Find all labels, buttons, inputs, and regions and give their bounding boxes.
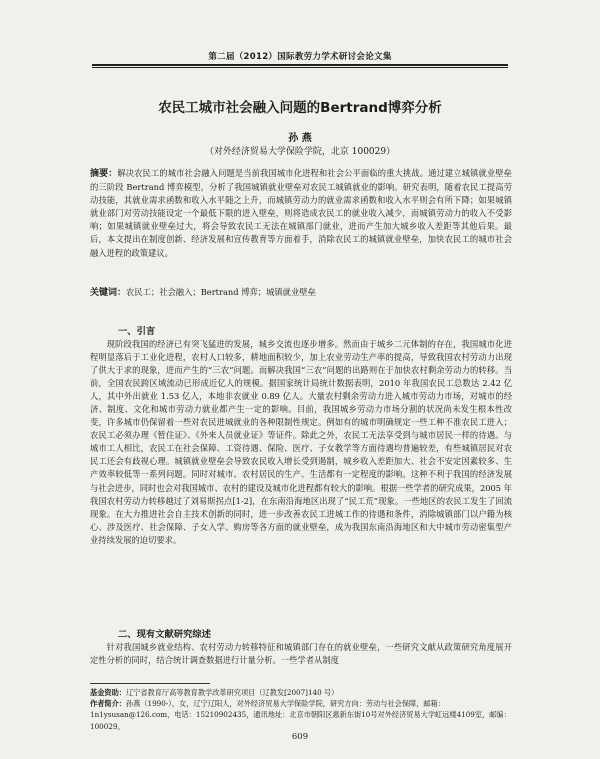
- footnote-text: 辽宁省教育厅高等教育教学改革研究项目（辽教发[2007]140 号）: [125, 688, 339, 697]
- header-rule-thin: [92, 67, 508, 68]
- section-heading-intro: 一、引言: [118, 326, 156, 337]
- abstract-text: 解决农民工的城市社会融入问题是当前我国城市化进程和社会公平面临的重大挑战。通过建立城镇就业壁垒的三阶段 Bertrand 博弈模型，分析了我国城镇就业壁垒对农民工城镇就业的影响。研究表明，随着农民工提高劳动技能，其就业需求函数和收入水平随之上升，而城镇劳动力的就业需求函数和收入水平则会有所下降；如果城镇就业部门对劳动技能设定一个最低下限的进入壁垒，则将造成农民工的就业收入减少，而城镇劳动力的收入不受影响；如果城镇就业壁垒过大，将会导致农民工无法在城镇部门就业，进而产生加大城乡收入差距等其他后果。最后，本文提出在制度创新、经济发展和宣传教育等方面着手，消除农民工的城镇就业壁垒，加快农民工的城市社会融入进程的政策建议。: [90, 168, 512, 258]
- running-header: 第二届（2012）国际教劳力学术研讨会论文集: [208, 52, 392, 62]
- footnote-funding: [90, 687, 512, 698]
- section-heading-review: 二、现有文献研究综述: [118, 629, 211, 640]
- abstract-label: 摘要：: [90, 169, 118, 179]
- abstract: [90, 167, 512, 260]
- footnote-rule: [90, 683, 210, 684]
- author-name: 孙 燕: [288, 133, 312, 144]
- footnotes: [90, 687, 512, 732]
- paper-title: 农民工城市社会融入问题的Bertrand博弈分析: [158, 100, 442, 116]
- section-body-review: [90, 641, 512, 667]
- body-paragraph: 针对我国城乡就业结构、农村劳动力转移特征和城镇部门存在的就业壁垒，一些研究文献从政策研究角度展开定性分析的同时，结合统计调查数据进行计量分析。一些学者从制度: [90, 642, 512, 666]
- section-body-intro: [90, 338, 512, 547]
- footnote-label: 作者简介：: [90, 699, 126, 709]
- keywords-text: 农民工；社会融入；Bertrand 博弈；城镇就业壁垒: [126, 287, 316, 297]
- page-number: 609: [291, 732, 309, 742]
- keywords-label: 关键词：: [90, 288, 127, 298]
- keywords: [90, 286, 512, 300]
- author-affiliation: （对外经济贸易大学保险学院，北京 100029）: [204, 147, 396, 157]
- header-rule: [92, 64, 508, 66]
- footnote-author-bio: [90, 698, 512, 732]
- footnote-text: 孙燕（1990-），女，辽宁辽阳人，对外经济贸易大学保险学院，研究方向：劳动与社会保障，邮箱：1n1ysusan@126.com，电话：15210902435，通讯地址：北京市朝阳区惠新东街10号对外经济贸易大学虹远楼4109室，邮编：100029。: [90, 699, 511, 731]
- body-paragraph: 现阶段我国的经济已有突飞猛进的发展，城乡交流也逐步增多。然而由于城乡二元体制的存在，我国城市化进程明显落后于工业化进程，农村人口较多，耕地面积较少，加上农业劳动生产率的提高，导致我国农村劳动力出现了供大于求的现象，进而产生的“三农”问题。而解决我国“三农”问题的出路则在于加快农村剩余劳动力的转移。当前，全国农民跨区域流动已形成近亿人的规模。据国家统计局统计数据表明，2010 年我国农民工总数达 2.42 亿人，其中外出就业 1.53 亿人，本地非农就业 0.89 亿人。大量农村剩余劳动力进入城市劳动力市场，对城市的经济、制度、文化和城市劳动力就业都产生一定的影响。目前，我国城乡劳动力市场分割的状况尚未发生根本性改变，许多城市仍保留着一些对农民进城就业的各种限制性规定。例如有的城市明确规定一些工种不准农民工进入；农民工必须办理《暂住证》、《外来人员就业证》等证件。除此之外，农民工无法享受到与城市居民一样的待遇。与城市工人相比，农民工在社会保障、工资待遇、保险、医疗、子女教学等方面待遇均普遍较差，有些城镇居民对农民工还会有歧视心理。城镇就业壁垒会导致农民收入增长受到遏制，城乡收入差距加大、社会不安定因素较多、生产效率较低等一系列问题。同时对城市、农村居民的生产、生活都有一定程度的影响。这种不利于我国的经济发展与社会进步，同时也会对我国城市、农村的建设及城市化进程都有较大的影响。根据一些学者的研究成果，2005 年我国农村劳动力转移越过了刘易斯拐点[1-2]，在东南沿海地区出现了“民工荒”现象。一些地区的农民工发生了回流现象。在大力推进社会自主技术创新的同时，进一步改善农民工进城工作的待遇和条件，消除城镇部门以户籍为核心、涉及医疗、社会保障、子女入学、购房等各方面的就业壁垒，成为我国东南沿海地区和大中城市劳动密集型产业持续发展的迫切要求。: [90, 339, 513, 545]
- footnote-label: 基金资助：: [90, 688, 126, 697]
